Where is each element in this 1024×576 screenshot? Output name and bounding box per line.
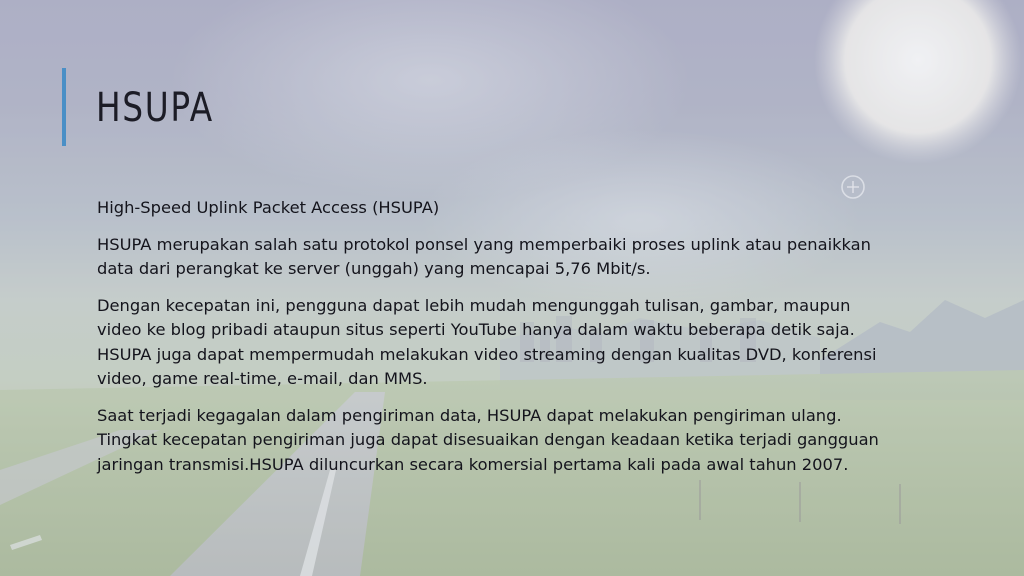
title-accent-bar	[62, 68, 66, 146]
slide-title: HSUPA	[96, 85, 214, 131]
paragraph-definition: HSUPA merupakan salah satu protokol ponsel yang memperbaiki proses uplink atau penaikkan data dari perangkat ke server (unggah) yang mencapai 5,76 Mbit/s.	[97, 234, 871, 278]
paragraph-retransmission: Saat terjadi kegagalan dalam pengiriman data, HSUPA dapat melakukan pengiriman ulang. Tingkat kecepatan pengiriman juga dapat disesuaikan dengan keadaan ketika terjadi gangguan jaringan transmisi.HSUPA diluncurkan secara komersial pertama kali pada awal tahun 2007.	[97, 405, 879, 474]
paragraph-usage: Dengan kecepatan ini, pengguna dapat lebih mudah mengunggah tulisan, gambar, maupun video ke blog pribadi ataupun situs seperti YouTube hanya dalam waktu beberapa detik saja. HSUPA juga dapat mempermudah melakukan video streaming dengan kualitas DVD, konferensi video, game real-time, e-mail, dan MMS.	[97, 295, 877, 388]
slide-body	[97, 196, 897, 489]
paragraph-heading: High-Speed Uplink Packet Access (HSUPA)	[97, 198, 440, 217]
